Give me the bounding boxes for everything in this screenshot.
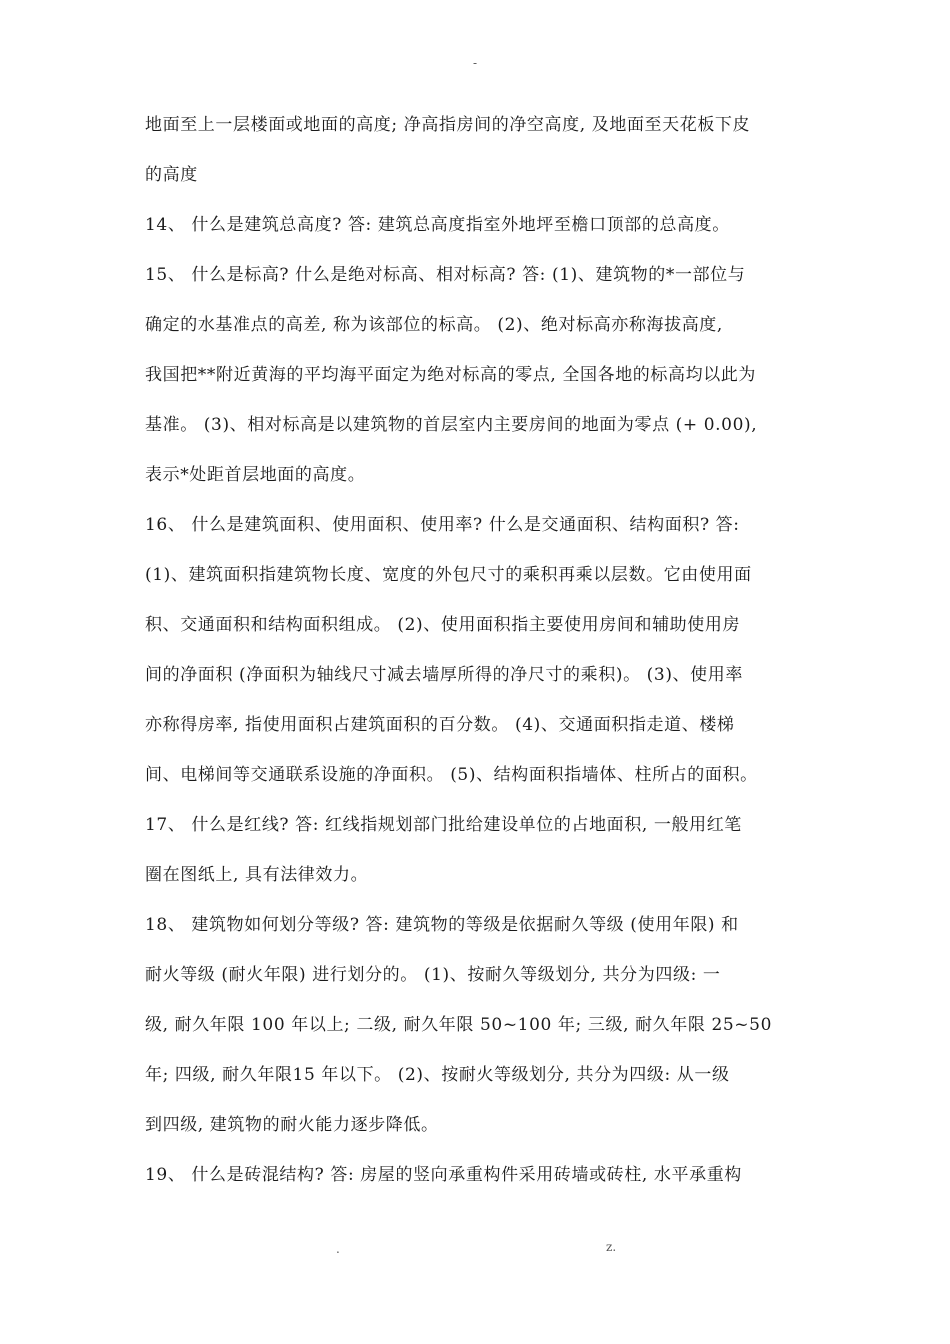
text-line: 的高度 [145,165,198,185]
question-15-line: 15、 什么是标高? 什么是绝对标高、相对标高? 答: (1)、建筑物的*一部位与 [145,265,746,285]
question-14-line: 14、 什么是建筑总高度? 答: 建筑总高度指室外地坪至檐口顶部的总高度。 [145,215,730,235]
text-line: 间、电梯间等交通联系设施的净面积。 (5)、结构面积指墙体、柱所占的面积。 [145,765,758,785]
text-line: 到四级, 建筑物的耐火能力逐步降低。 [145,1115,439,1135]
text-line: 耐火等级 (耐火年限) 进行划分的。 (1)、按耐久等级划分, 共分为四级: 一 [145,965,721,985]
text-line: 表示*处距首层地面的高度。 [145,465,366,485]
text-line: 级, 耐久年限 100 年以上; 二级, 耐久年限 50~100 年; 三级, 耐久年限 25~50 [145,1015,772,1035]
text-line: 积、交通面积和结构面积组成。 (2)、使用面积指主要使用房间和辅助使用房 [145,615,741,635]
text-line: 我国把**附近黄海的平均海平面定为绝对标高的零点, 全国各地的标高均以此为 [145,365,757,385]
document-body [145,100,813,1200]
text-line: 确定的水基准点的高差, 称为该部位的标高。 (2)、绝对标高亦称海拔高度, [145,315,723,335]
text-line: 亦称得房率, 指使用面积占建筑面积的百分数。 (4)、交通面积指走道、楼梯 [145,715,735,735]
question-17-line: 17、 什么是红线? 答: 红线指规划部门批给建设单位的占地面积, 一般用红笔 [145,815,742,835]
question-18-line: 18、 建筑物如何划分等级? 答: 建筑物的等级是依据耐久等级 (使用年限) 和 [145,915,739,935]
text-line: 基准。 (3)、相对标高是以建筑物的首层室内主要房间的地面为零点 (+ 0.00), [145,415,758,435]
text-line: 年; 四级, 耐久年限15 年以下。 (2)、按耐火等级划分, 共分为四级: 从一级 [145,1065,730,1085]
text-line: 间的净面积 (净面积为轴线尺寸减去墙厚所得的净尺寸的乘积)。 (3)、使用率 [145,665,743,685]
header-mark: - [472,56,478,70]
text-line: 圈在图纸上, 具有法律效力。 [145,865,369,885]
footer-left-mark: . [336,1242,340,1256]
text-line: 地面至上一层楼面或地面的高度; 净高指房间的净空高度, 及地面至天花板下皮 [145,115,751,135]
question-19-line: 19、 什么是砖混结构? 答: 房屋的竖向承重构件采用砖墙或砖柱, 水平承重构 [145,1165,742,1185]
text-line: (1)、建筑面积指建筑物长度、宽度的外包尺寸的乘积再乘以层数。它由使用面 [145,565,752,585]
question-16-line: 16、 什么是建筑面积、使用面积、使用率? 什么是交通面积、结构面积? 答: [145,515,740,535]
footer-right-mark: z. [606,1240,617,1254]
